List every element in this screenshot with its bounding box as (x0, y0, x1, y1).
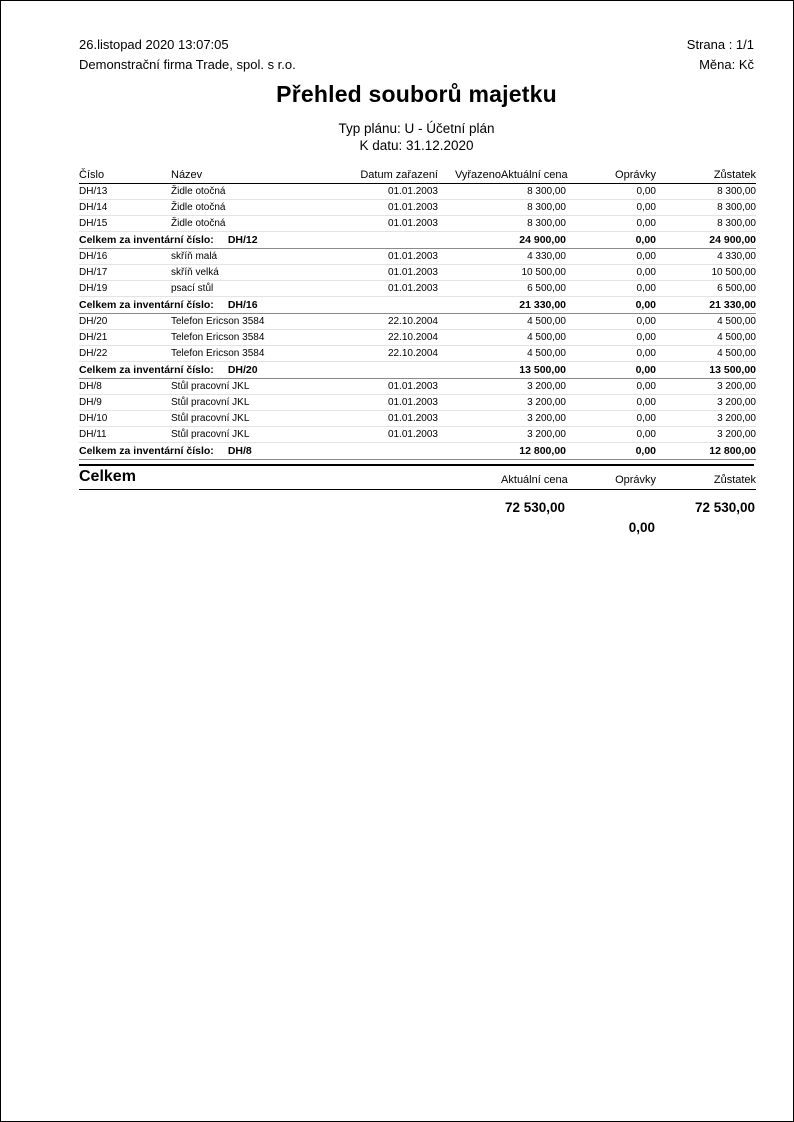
cell-cislo: DH/16 (79, 249, 171, 265)
cell-nazev: skříň malá (171, 249, 346, 265)
cell-vyrazeno (438, 184, 501, 200)
col-header-cislo: Číslo (79, 168, 171, 184)
cell-nazev: Telefon Ericson 3584 (171, 314, 346, 330)
cell-zustatek: 4 500,00 (656, 330, 756, 346)
table-header-row (79, 168, 756, 184)
cell-cislo: DH/21 (79, 330, 171, 346)
cell-nazev: skříň velká (171, 265, 346, 281)
cell-opravky: 0,00 (566, 249, 656, 265)
cell-datum: 22.10.2004 (346, 314, 438, 330)
cell-opravky: 0,00 (566, 314, 656, 330)
cell-vyrazeno (438, 395, 501, 411)
cell-nazev: Stůl pracovní JKL (171, 379, 346, 395)
table-row (79, 346, 756, 362)
group-total-row (79, 443, 756, 460)
cell-cislo: DH/19 (79, 281, 171, 297)
grand-total-opravky-row (79, 516, 756, 536)
table-row (79, 379, 756, 395)
group-total-row (79, 232, 756, 249)
cell-cena: 8 300,00 (501, 216, 566, 232)
cell-datum: 01.01.2003 (346, 265, 438, 281)
cell-datum: 01.01.2003 (346, 379, 438, 395)
cell-cislo: DH/8 (79, 379, 171, 395)
report-subtitle (79, 120, 754, 154)
cell-datum: 01.01.2003 (346, 427, 438, 443)
grand-total-col-zustatek: Zůstatek (656, 466, 756, 490)
group-total-label: Celkem za inventární číslo: DH/20 (79, 362, 501, 379)
table-row (79, 411, 756, 427)
cell-cislo: DH/13 (79, 184, 171, 200)
cell-zustatek: 8 300,00 (656, 216, 756, 232)
cell-nazev: Stůl pracovní JKL (171, 427, 346, 443)
cell-cena: 4 500,00 (501, 314, 566, 330)
cell-opravky: 0,00 (566, 427, 656, 443)
cell-zustatek: 4 330,00 (656, 249, 756, 265)
group-total-code: DH/20 (227, 364, 258, 376)
grand-total-col-opravky: Oprávky (566, 466, 656, 490)
col-header-nazev: Název (171, 168, 346, 184)
cell-cena: 10 500,00 (501, 265, 566, 281)
cell-zustatek: 3 200,00 (656, 411, 756, 427)
cell-opravky: 0,00 (566, 330, 656, 346)
report-content (1, 1, 793, 536)
cell-nazev: Židle otočná (171, 200, 346, 216)
cell-cena: 4 500,00 (501, 330, 566, 346)
cell-datum: 01.01.2003 (346, 395, 438, 411)
page-number: Strana : 1/1 (686, 37, 754, 52)
col-header-opravky: Oprávky (566, 168, 656, 184)
table-row (79, 265, 756, 281)
cell-zustatek: 4 500,00 (656, 314, 756, 330)
group-total-opravky: 0,00 (566, 297, 656, 314)
cell-vyrazeno (438, 281, 501, 297)
report-datetime: 26.listopad 2020 13:07:05 (79, 37, 229, 52)
cell-vyrazeno (438, 411, 501, 427)
cell-datum: 22.10.2004 (346, 330, 438, 346)
cell-cena: 3 200,00 (501, 379, 566, 395)
col-header-cena: Aktuální cena (501, 168, 566, 184)
cell-vyrazeno (438, 330, 501, 346)
cell-opravky: 0,00 (566, 379, 656, 395)
grand-total-cena: 72 530,00 (504, 500, 566, 515)
cell-datum: 22.10.2004 (346, 346, 438, 362)
cell-datum: 01.01.2003 (346, 411, 438, 427)
cell-zustatek: 8 300,00 (656, 200, 756, 216)
group-total-code: DH/16 (227, 299, 258, 311)
group-total-cena: 21 330,00 (501, 297, 566, 314)
cell-cislo: DH/20 (79, 314, 171, 330)
cell-vyrazeno (438, 314, 501, 330)
cell-vyrazeno (438, 216, 501, 232)
page-title: Přehled souborů majetku (276, 81, 557, 107)
cell-zustatek: 6 500,00 (656, 281, 756, 297)
table-row (79, 184, 756, 200)
cell-opravky: 0,00 (566, 346, 656, 362)
group-total-row (79, 362, 756, 379)
cell-cena: 3 200,00 (501, 427, 566, 443)
header-line-1 (79, 35, 754, 55)
company-name: Demonstrační firma Trade, spol. s r.o. (79, 57, 296, 72)
cell-vyrazeno (438, 265, 501, 281)
cell-cena: 3 200,00 (501, 395, 566, 411)
cell-cena: 4 500,00 (501, 346, 566, 362)
grand-total-table (79, 466, 756, 536)
cell-cena: 8 300,00 (501, 184, 566, 200)
cell-vyrazeno (438, 249, 501, 265)
cell-vyrazeno (438, 379, 501, 395)
cell-opravky: 0,00 (566, 216, 656, 232)
cell-cena: 6 500,00 (501, 281, 566, 297)
cell-zustatek: 3 200,00 (656, 395, 756, 411)
cell-nazev: Stůl pracovní JKL (171, 395, 346, 411)
cell-cena: 3 200,00 (501, 411, 566, 427)
group-total-cena: 24 900,00 (501, 232, 566, 249)
as-of-date: K datu: 31.12.2020 (359, 138, 474, 153)
group-total-opravky: 0,00 (566, 443, 656, 460)
cell-datum: 01.01.2003 (346, 216, 438, 232)
col-header-datum: Datum zařazení (346, 168, 438, 184)
cell-datum: 01.01.2003 (346, 200, 438, 216)
group-total-label: Celkem za inventární číslo: DH/8 (79, 443, 501, 460)
table-row (79, 330, 756, 346)
table-row (79, 427, 756, 443)
table-row (79, 200, 756, 216)
cell-opravky: 0,00 (566, 411, 656, 427)
cell-cislo: DH/9 (79, 395, 171, 411)
group-total-zustatek: 12 800,00 (656, 443, 756, 460)
cell-opravky: 0,00 (566, 281, 656, 297)
group-total-label: Celkem za inventární číslo: DH/16 (79, 297, 501, 314)
grand-total-section (79, 464, 757, 536)
cell-cena: 8 300,00 (501, 200, 566, 216)
cell-opravky: 0,00 (566, 200, 656, 216)
group-total-zustatek: 13 500,00 (656, 362, 756, 379)
cell-nazev: Židle otočná (171, 216, 346, 232)
cell-vyrazeno (438, 200, 501, 216)
grand-total-opravky: 0,00 (628, 520, 656, 535)
cell-nazev: psací stůl (171, 281, 346, 297)
currency-label: Měna: Kč (699, 57, 754, 72)
grand-total-label: Celkem (79, 466, 501, 490)
assets-table (79, 168, 756, 460)
grand-total-values-row (79, 490, 756, 517)
table-row (79, 216, 756, 232)
cell-cislo: DH/14 (79, 200, 171, 216)
table-row (79, 395, 756, 411)
cell-opravky: 0,00 (566, 265, 656, 281)
table-row (79, 249, 756, 265)
cell-zustatek: 4 500,00 (656, 346, 756, 362)
cell-zustatek: 8 300,00 (656, 184, 756, 200)
cell-cena: 4 330,00 (501, 249, 566, 265)
cell-nazev: Stůl pracovní JKL (171, 411, 346, 427)
grand-total-zustatek: 72 530,00 (694, 500, 756, 515)
cell-datum: 01.01.2003 (346, 184, 438, 200)
grand-total-header-row (79, 466, 756, 490)
cell-cislo: DH/22 (79, 346, 171, 362)
group-total-code: DH/12 (227, 234, 258, 246)
cell-zustatek: 10 500,00 (656, 265, 756, 281)
table-row (79, 281, 756, 297)
group-total-label: Celkem za inventární číslo: DH/12 (79, 232, 501, 249)
cell-vyrazeno (438, 427, 501, 443)
cell-cislo: DH/17 (79, 265, 171, 281)
cell-nazev: Židle otočná (171, 184, 346, 200)
group-total-code: DH/8 (227, 445, 252, 457)
cell-zustatek: 3 200,00 (656, 427, 756, 443)
group-total-cena: 13 500,00 (501, 362, 566, 379)
group-total-zustatek: 24 900,00 (656, 232, 756, 249)
header-line-2 (79, 55, 754, 75)
cell-cislo: DH/10 (79, 411, 171, 427)
col-header-zustatek: Zůstatek (656, 168, 756, 184)
plan-type: Typ plánu: U - Účetní plán (338, 121, 495, 136)
cell-nazev: Telefon Ericson 3584 (171, 346, 346, 362)
grand-total-col-cena: Aktuální cena (501, 466, 566, 490)
group-total-cena: 12 800,00 (501, 443, 566, 460)
cell-vyrazeno (438, 346, 501, 362)
cell-opravky: 0,00 (566, 395, 656, 411)
group-total-zustatek: 21 330,00 (656, 297, 756, 314)
table-row (79, 314, 756, 330)
cell-cislo: DH/11 (79, 427, 171, 443)
group-total-row (79, 297, 756, 314)
col-header-vyrazeno: Vyřazeno (438, 168, 501, 184)
cell-zustatek: 3 200,00 (656, 379, 756, 395)
group-total-opravky: 0,00 (566, 362, 656, 379)
cell-opravky: 0,00 (566, 184, 656, 200)
group-total-opravky: 0,00 (566, 232, 656, 249)
cell-datum: 01.01.2003 (346, 249, 438, 265)
cell-datum: 01.01.2003 (346, 281, 438, 297)
cell-cislo: DH/15 (79, 216, 171, 232)
cell-nazev: Telefon Ericson 3584 (171, 330, 346, 346)
